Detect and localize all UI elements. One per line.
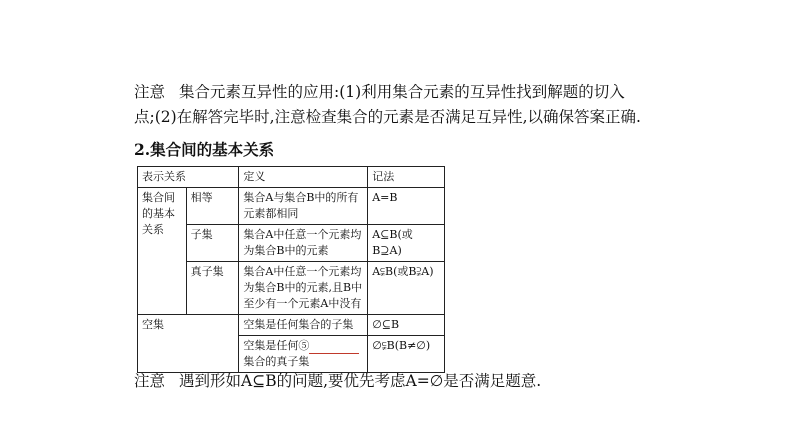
row-notation: A⫋B(或B⫌A) — [368, 262, 445, 315]
note1-text-line1: 集合元素互异性的应用:(1)利用集合元素的互异性找到解题的切入 — [179, 83, 625, 101]
row-name: 真子集 — [186, 262, 239, 315]
row-notation: A=B — [368, 188, 445, 225]
empty-set-label: 空集 — [138, 315, 239, 373]
row-name: 相等 — [186, 188, 239, 225]
row-definition: 集合A中任意一个元素均为集合B中的元素,且B中至少有一个元素A中没有 — [239, 262, 368, 315]
table-row — [138, 188, 445, 225]
row-definition — [239, 336, 368, 373]
header-definition: 定义 — [239, 167, 368, 188]
note1-line2: 点;(2)在解答完毕时,注意检查集合的元素是否满足互异性,以确保答案正确. — [134, 108, 641, 126]
table-row — [138, 315, 445, 336]
header-notation: 记法 — [368, 167, 445, 188]
fill-blank — [309, 340, 359, 354]
note2-label: 注意 — [134, 372, 166, 390]
def-after-blank: 集合的真子集 — [243, 355, 310, 368]
note1-line1 — [134, 79, 625, 105]
row-name: 子集 — [186, 225, 239, 262]
def-before-blank: 空集是任何⑤ — [243, 339, 310, 352]
row-notation: ∅⫋B(B≠∅) — [368, 336, 445, 373]
row-notation: ∅⊆B — [368, 315, 445, 336]
row-notation: A⊆B(或B⊇A) — [368, 225, 445, 262]
row-definition: 空集是任何集合的子集 — [239, 315, 368, 336]
header-relation: 表示关系 — [138, 167, 239, 188]
relations-table — [137, 166, 445, 373]
note2-text: 遇到形如A⊆B的问题,要优先考虑A=∅是否满足题意. — [179, 372, 542, 390]
group-label: 集合间的基本关系 — [138, 188, 187, 315]
note1-label: 注意 — [134, 83, 166, 101]
section-title: 2.集合间的基本关系 — [134, 140, 275, 159]
note2 — [134, 368, 541, 394]
row-definition: 集合A中任意一个元素均为集合B中的元素 — [239, 225, 368, 262]
row-definition: 集合A与集合B中的所有元素都相同 — [239, 188, 368, 225]
table-header-row — [138, 167, 445, 188]
